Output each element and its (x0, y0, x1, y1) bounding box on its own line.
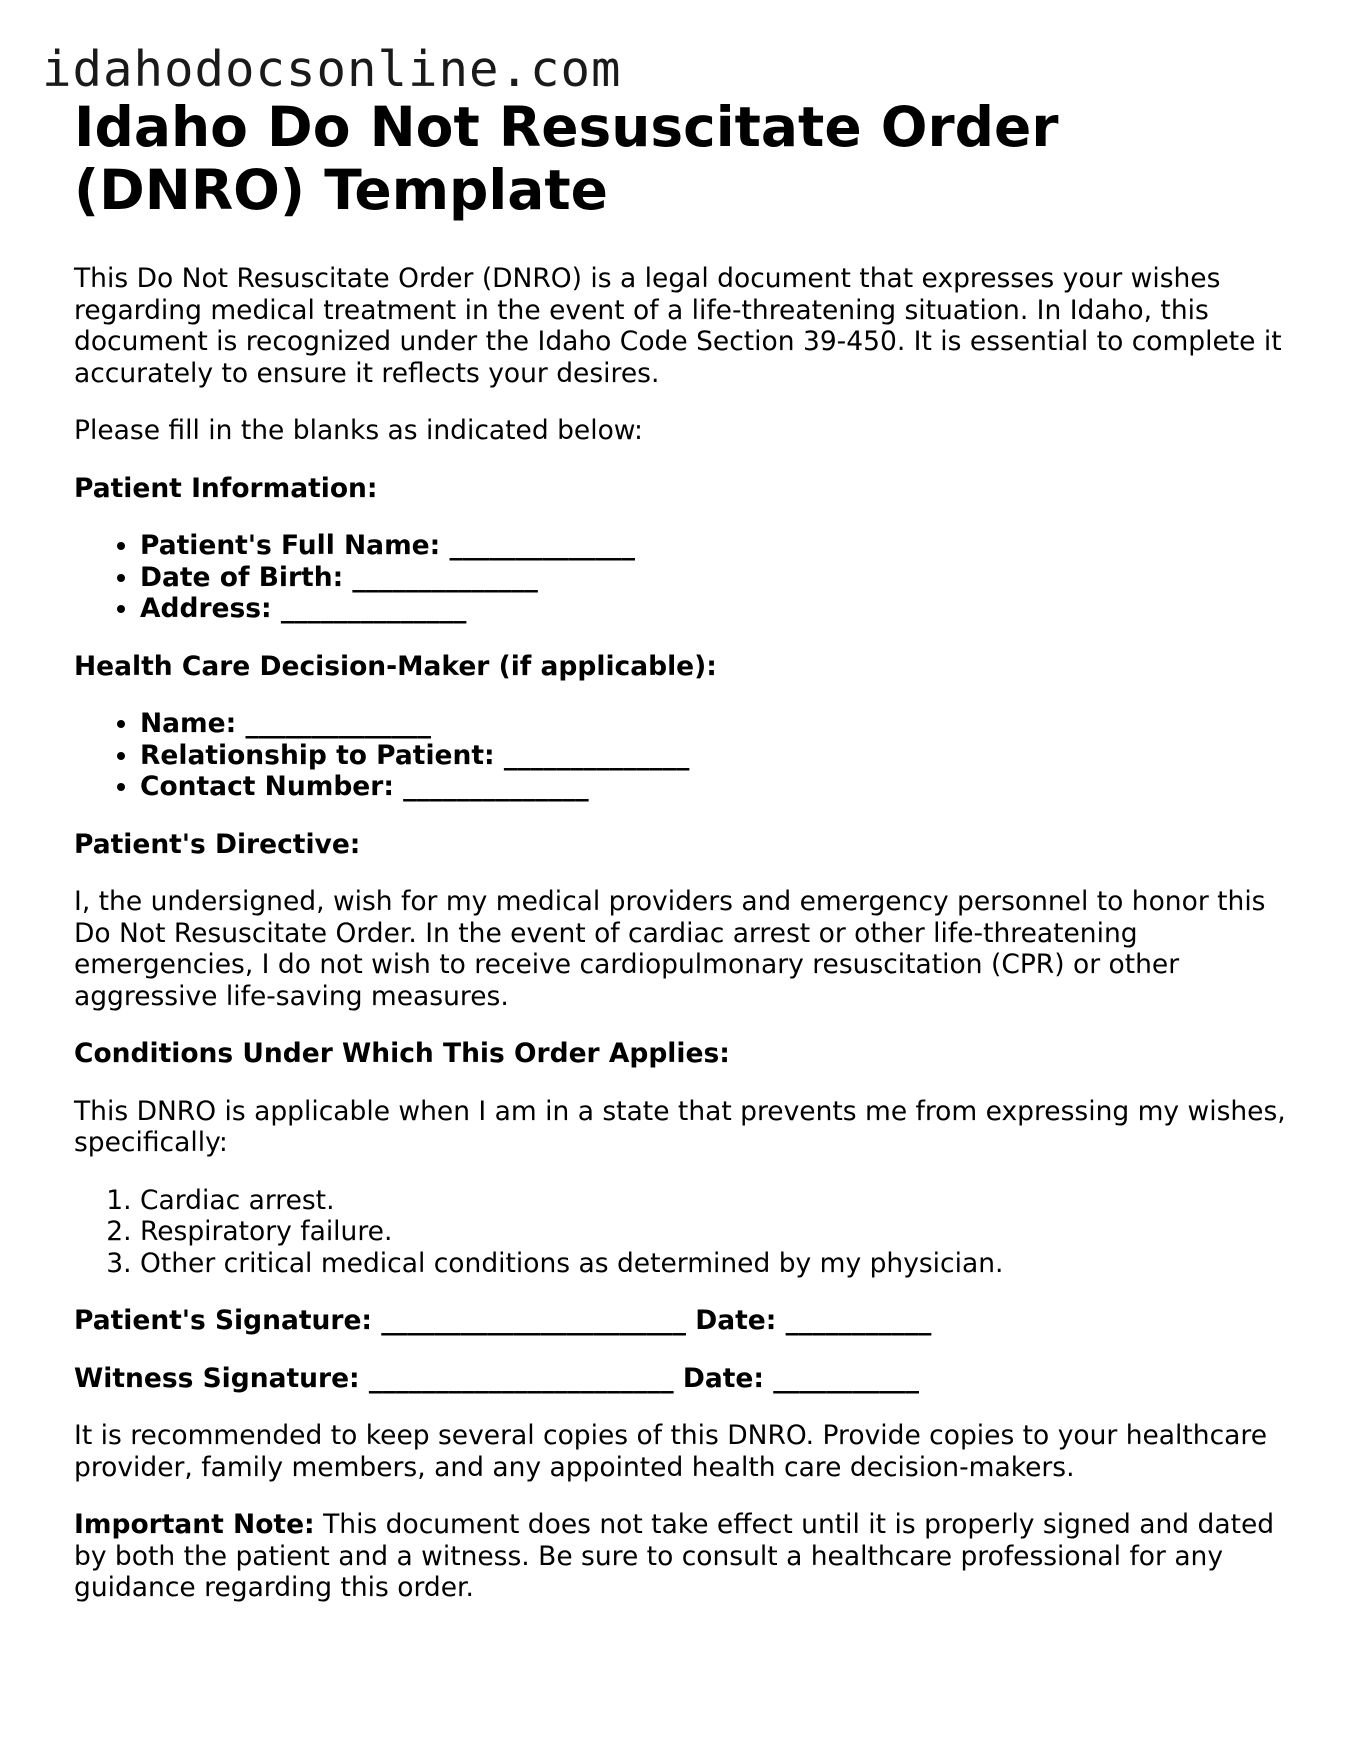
witness-signature-line: Witness Signature: _______________________ Date: ___________ (74, 1362, 919, 1394)
directive-heading: Patient's Directive: (74, 828, 361, 860)
condition-item: 2. Respiratory failure. (140, 1216, 1294, 1248)
conditions-list (74, 1185, 1294, 1280)
patient-full-name-field: • Patient's Full Name: ______________ (140, 530, 1294, 562)
important-note-text: This document does not take effect until it is properly signed and dated by both the patient and a witness. Be sure to consult a healthcare professional for any guidance regarding this order. (74, 1509, 1275, 1603)
conditions-paragraph: This DNRO is applicable when I am in a state that prevents me from expressing my wishes, specifically: (74, 1095, 1286, 1158)
conditions-heading: Conditions Under Which This Order Applies: (74, 1038, 730, 1069)
patient-info-heading: Patient Information: (74, 472, 378, 504)
intro-paragraph: This Do Not Resuscitate Order (DNRO) is a legal document that expresses your wishes regarding medical treatment in the event of a life-threatening situation. In Idaho, this document is recognized under the Idaho Code Section 39-450. It is essential to complete it accurately to ensure it reflects your desires. (74, 263, 1282, 389)
patient-signature-line: Patient's Signature: _______________________ Date: ___________ (74, 1305, 932, 1336)
address-field: • Address: ______________ (140, 593, 1294, 625)
watermark: idahodocsonline.com (42, 41, 622, 98)
decision-maker-list (74, 708, 1294, 803)
decision-maker-name-field: • Name: ______________ (140, 708, 1294, 740)
directive-paragraph: I, the undersigned, wish for my medical providers and emergency personnel to honor this Do Not Resuscitate Order. In the event of cardiac arrest or other life-threatening emergencies, I do not wish to receive cardiopulmonary resuscitation (CPR) or other aggressive life-saving measures. (74, 886, 1266, 1012)
condition-item: 1. Cardiac arrest. (140, 1185, 1294, 1217)
important-note-label: Important Note: (74, 1509, 315, 1540)
contact-number-field: • Contact Number: ______________ (140, 771, 1294, 803)
fill-instruction: Please fill in the blanks as indicated below: (74, 415, 643, 446)
condition-item: 3. Other critical medical conditions as determined by my physician. (140, 1248, 1294, 1280)
patient-info-list (74, 530, 1294, 625)
decision-maker-heading: Health Care Decision-Maker (if applicable): (74, 650, 717, 682)
relationship-field: • Relationship to Patient: ______________ (140, 740, 1294, 772)
page-title: Idaho Do Not Resuscitate Order (DNRO) Template (74, 95, 1059, 222)
important-note (74, 1509, 1294, 1604)
date-of-birth-field: • Date of Birth: ______________ (140, 562, 1294, 594)
document-body (74, 96, 1294, 1604)
recommendation-paragraph: It is recommended to keep several copies of this DNRO. Provide copies to your healthcare provider, family members, and any appointed health care decision-makers. (74, 1420, 1268, 1483)
